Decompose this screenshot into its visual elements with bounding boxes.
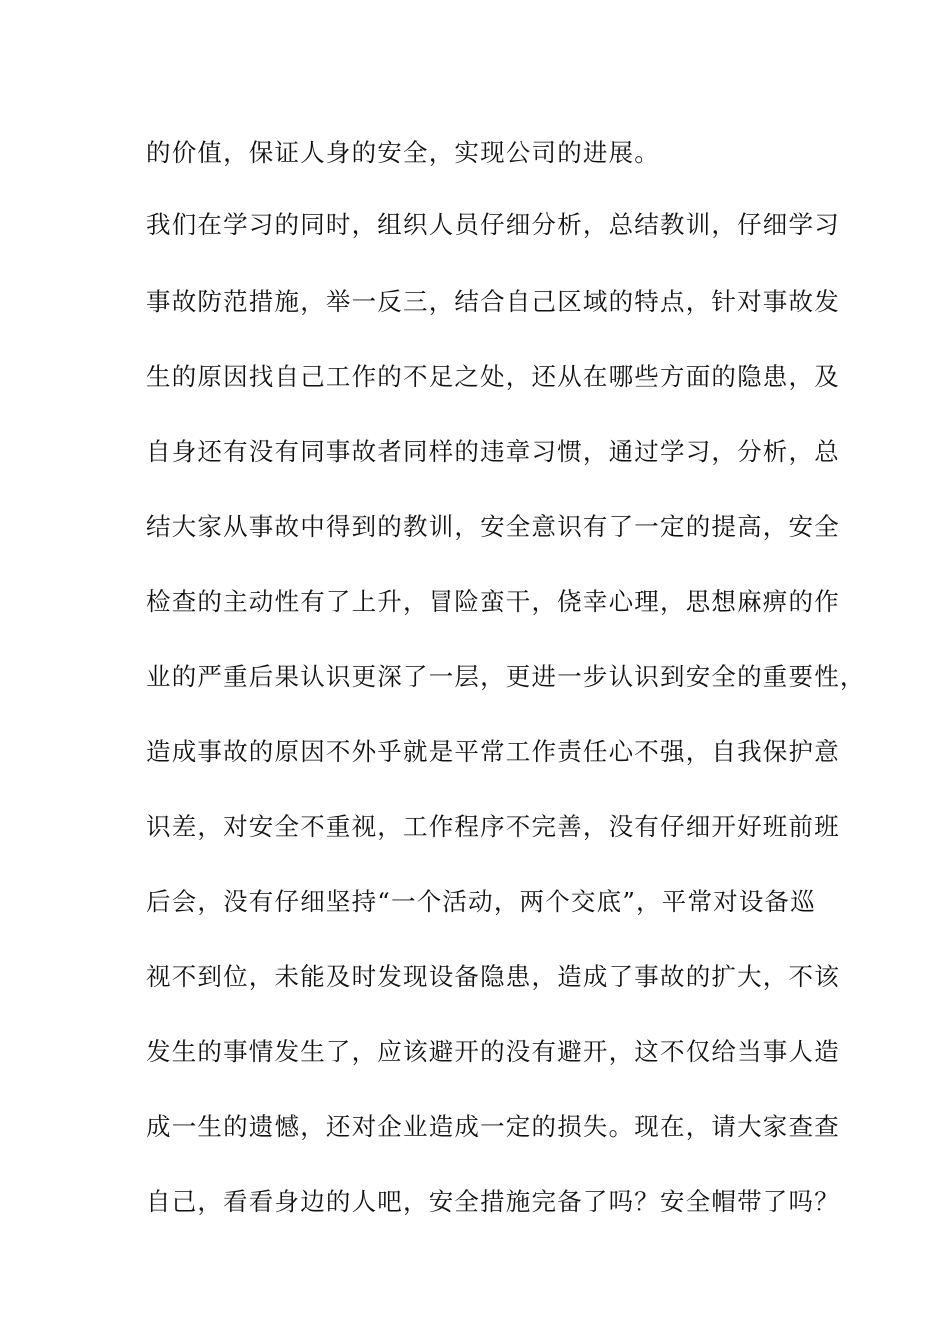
text-line: 发生的事情发生了，应该避开的没有避开，这不仅给当事人造 [146,1037,840,1066]
text-line: 我们在学习的同时，组织人员仔细分析，总结教训，仔细学习 [146,210,840,239]
text-line: 后会，没有仔细坚持“一个活动，两个交底”，平常对设备巡 [146,887,816,916]
text-line: 自身还有没有同事故者同样的违章习惯，通过学习，分析，总 [146,437,840,466]
text-line: 业的严重后果认识更深了一层，更进一步认识到安全的重要性， [146,662,866,691]
text-line: 造成事故的原因不外乎就是平常工作责任心不强，自我保护意 [146,737,840,766]
text-line: 视不到位，未能及时发现设备隐患，造成了事故的扩大，不该 [146,962,840,991]
text-line: 事故防范措施，举一反三，结合自己区域的特点，针对事故发 [146,287,840,316]
text-line: 成一生的遗憾，还对企业造成一定的损失。现在，请大家查查 [146,1112,840,1141]
text-line: 识差，对安全不重视，工作程序不完善，没有仔细开好班前班 [146,812,840,841]
text-line: 的价值，保证人身的安全，实现公司的进展。 [146,138,660,167]
text-line: 结大家从事故中得到的教训，安全意识有了一定的提高，安全 [146,512,840,541]
text-line: 生的原因找自己工作的不足之处，还从在哪些方面的隐患，及 [146,362,840,391]
text-line: 自己，看看身边的人吧，安全措施完备了吗？安全帽带了吗？ [146,1187,840,1216]
text-line: 检查的主动性有了上升，冒险蛮干，侥幸心理，思想麻痹的作 [146,587,840,616]
